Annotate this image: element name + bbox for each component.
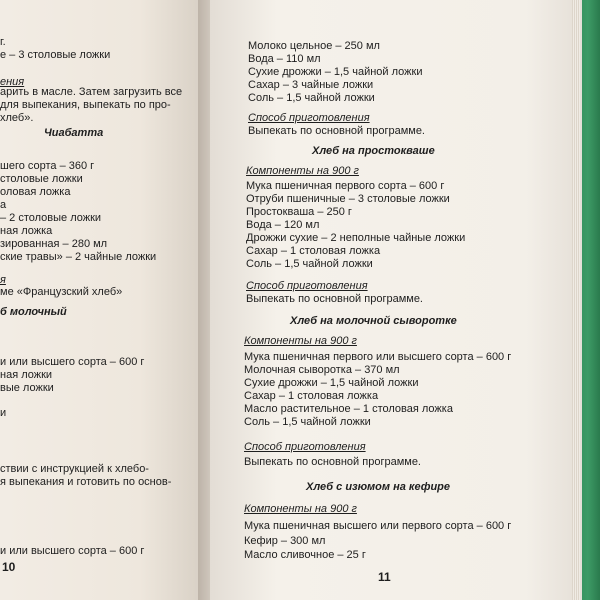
text-line: а: [0, 199, 7, 211]
recipe-title: б молочный: [0, 306, 67, 318]
text-line: г.: [0, 36, 6, 48]
left-page: [0, 0, 200, 600]
text-line: и или высшего сорта – 600 г: [0, 545, 145, 557]
text-line: Молочная сыворотка – 370 мл: [244, 364, 400, 376]
text-line: Мука пшеничная первого сорта – 600 г: [246, 180, 445, 192]
text-line: Сухие дрожжи – 1,5 чайной ложки: [248, 66, 423, 78]
text-line: и или высшего сорта – 600 г: [0, 356, 145, 368]
text-line: столовые ложки: [0, 173, 83, 185]
text-line: Выпекать по основной программе.: [248, 125, 425, 137]
page-number: 11: [378, 570, 391, 584]
section-heading: Способ приготовления: [246, 280, 368, 292]
recipe-title: Хлеб на простокваше: [312, 145, 435, 157]
recipe-title: Чиабатта: [44, 127, 104, 139]
section-heading: Способ приготовления: [248, 112, 370, 124]
text-line: Сахар – 1 столовая ложка: [246, 245, 381, 257]
text-line: Кефир – 300 мл: [244, 535, 326, 547]
text-line: ствии с инструкцией к хлебо-: [0, 463, 149, 475]
text-line: ские травы» – 2 чайные ложки: [0, 251, 157, 263]
text-line: оловая ложка: [0, 186, 71, 198]
section-heading: я: [0, 274, 6, 286]
recipe-title: Хлеб на молочной сыворотке: [290, 315, 457, 327]
text-line: арить в масле. Затем загрузить все: [0, 86, 183, 98]
text-line: Вода – 110 мл: [248, 53, 321, 65]
text-line: ная ложка: [0, 225, 53, 237]
text-line: Соль – 1,5 чайной ложки: [246, 258, 373, 270]
text-line: хлеб».: [0, 112, 34, 124]
text-line: я выпекания и готовить по основ-: [0, 476, 172, 488]
section-heading: Компоненты на 900 г: [244, 503, 357, 515]
text-line: Выпекать по основной программе.: [246, 293, 423, 305]
section-heading: Способ приготовления: [244, 441, 366, 453]
text-line: – 2 столовые ложки: [0, 212, 102, 224]
text-line: зированная – 280 мл: [0, 238, 108, 250]
section-heading: ения: [0, 76, 25, 88]
text-line: Соль – 1,5 чайной ложки: [244, 416, 371, 428]
text-line: Молоко цельное – 250 мл: [248, 40, 380, 52]
text-line: для выпекания, выпекать по про-: [0, 99, 171, 111]
page-edges: [572, 0, 580, 600]
right-page: [210, 0, 582, 600]
text-line: Мука пшеничная высшего или первого сорта – 600 г: [244, 520, 512, 532]
text-line: Сахар – 3 чайные ложки: [248, 79, 374, 91]
page-number: 10: [2, 560, 16, 574]
text-line: Отруби пшеничные – 3 столовые ложки: [246, 193, 450, 205]
text-line: Соль – 1,5 чайной ложки: [248, 92, 375, 104]
text-line: Выпекать по основной программе.: [244, 456, 421, 468]
recipe-title: Хлеб с изюмом на кефире: [306, 481, 451, 493]
text-line: Сухие дрожжи – 1,5 чайной ложки: [244, 377, 419, 389]
text-line: и: [0, 407, 7, 419]
text-line: шего сорта – 360 г: [0, 160, 95, 172]
text-line: Масло растительное – 1 столовая ложка: [244, 403, 453, 415]
text-line: Мука пшеничная первого или высшего сорта – 600 г: [244, 351, 512, 363]
text-line: Сахар – 1 столовая ложка: [244, 390, 379, 402]
text-line: вые ложки: [0, 382, 54, 394]
text-line: Дрожжи сухие – 2 неполные чайные ложки: [246, 232, 466, 244]
text-line: Вода – 120 мл: [246, 219, 320, 231]
text-line: Масло сливочное – 25 г: [244, 549, 366, 561]
text-line: Простокваша – 250 г: [246, 206, 352, 218]
section-heading: Компоненты на 900 г: [244, 335, 357, 347]
text-line: ме «Французский хлеб»: [0, 286, 123, 298]
section-heading: Компоненты на 900 г: [246, 165, 359, 177]
text-line: ная ложки: [0, 369, 53, 381]
text-line: е – 3 столовые ложки: [0, 49, 111, 61]
